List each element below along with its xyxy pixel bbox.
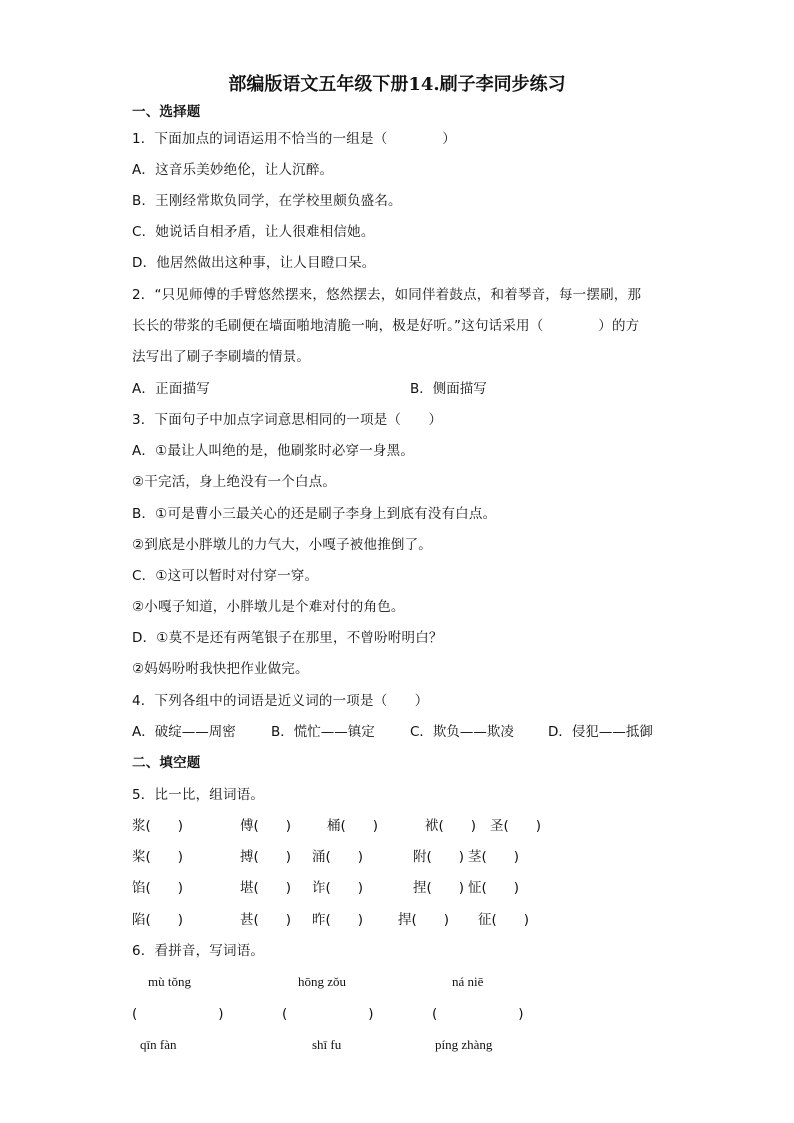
question-3-stem: 3．下面句子中加点字词意思相同的一项是（ ） [132, 412, 443, 428]
question-3-option-b-1: B．①可是曹小三最关心的还是刷子李身上到底有没有白点。 [132, 506, 497, 522]
word-cell: 捏( ) [413, 880, 465, 896]
word-cell: 昨( ) [312, 912, 364, 928]
pinyin-label: mù tǒng [148, 974, 191, 989]
word-cell: 圣( ) [490, 818, 542, 834]
question-3-option-b-2: ②到底是小胖墩儿的力气大，小嘎子被他推倒了。 [132, 537, 433, 553]
question-4-option-b: B．慌忙——镇定 [271, 724, 375, 740]
section-heading-fill: 二、填空题 [132, 755, 201, 771]
answer-bracket: ( ) [132, 1006, 224, 1022]
question-3-option-d-1: D．①莫不是还有两笔银子在那里，不曾吩咐明白？ [132, 630, 443, 646]
pinyin-label: shī fu [312, 1037, 342, 1052]
question-3-option-c-2: ②小嘎子知道，小胖墩儿是个难对付的角色。 [132, 599, 405, 615]
word-cell: 堪( ) [240, 880, 292, 896]
question-3-option-c-1: C．①这可以暂时对付穿一穿。 [132, 568, 319, 584]
question-2-option-b: B．侧面描写 [410, 381, 487, 397]
word-cell: 征( ) [478, 912, 530, 928]
question-2-line-2: 长长的带浆的毛刷便在墙面啪地清脆一响，极是好听。”这句话采用（ ）的方 [132, 318, 640, 334]
word-cell: 捍( ) [398, 912, 450, 928]
word-cell: 茎( ) [468, 849, 520, 865]
question-2-line-3: 法写出了刷子李刷墙的情景。 [132, 349, 311, 365]
word-cell: 傅( ) [240, 818, 292, 834]
question-4-option-c: C．欺负——欺凌 [410, 724, 514, 740]
word-cell: 涌( ) [312, 849, 364, 865]
question-1-option-b: B．王刚经常欺负同学，在学校里颇负盛名。 [132, 193, 402, 209]
word-cell: 浆( ) [132, 818, 184, 834]
question-1-stem: 1．下面加点的词语运用不恰当的一组是（ ） [132, 131, 456, 147]
word-cell: 袱( ) [425, 818, 477, 834]
word-cell: 怔( ) [468, 880, 520, 896]
question-1-option-a: A．这音乐美妙绝伦，让人沉醉。 [132, 162, 334, 178]
question-6-stem: 6．看拼音，写词语。 [132, 943, 265, 959]
page-title: 部编版语文五年级下册14.刷子李同步练习 [228, 74, 566, 95]
question-3-option-a-2: ②干完活，身上绝没有一个白点。 [132, 474, 337, 490]
word-cell: 附( ) [413, 849, 465, 865]
question-2-option-a: A．正面描写 [132, 381, 210, 397]
question-4-option-a: A．破绽——周密 [132, 724, 236, 740]
answer-bracket: ( ) [282, 1006, 374, 1022]
word-cell: 陷( ) [132, 912, 184, 928]
question-1-option-d: D．他居然做出这种事，让人目瞪口呆。 [132, 255, 376, 271]
word-cell: 搏( ) [240, 849, 292, 865]
answer-bracket: ( ) [432, 1006, 524, 1022]
question-1-option-c: C．她说话自相矛盾，让人很难相信她。 [132, 224, 375, 240]
word-cell: 桶( ) [327, 818, 379, 834]
pinyin-label: ná niē [452, 974, 484, 989]
pinyin-label: hōng zǒu [298, 974, 347, 989]
pinyin-label: píng zhàng [435, 1037, 493, 1052]
question-5-stem: 5．比一比，组词语。 [132, 787, 265, 803]
question-3-option-d-2: ②妈妈吩咐我快把作业做完。 [132, 661, 309, 677]
question-4-option-d: D．侵犯——抵御 [548, 724, 653, 740]
word-cell: 甚( ) [240, 912, 292, 928]
question-2-line-1: 2．“只见师傅的手臂悠然摆来，悠然摆去，如同伴着鼓点，和着琴音，每一摆刷，那 [132, 287, 642, 303]
word-cell: 馅( ) [132, 880, 184, 896]
question-3-option-a-1: A．①最让人叫绝的是，他刷浆时必穿一身黑。 [132, 443, 415, 459]
question-4-stem: 4．下列各组中的词语是近义词的一项是（ ） [132, 693, 429, 709]
word-cell: 诈( ) [312, 880, 364, 896]
pinyin-label: qīn fàn [140, 1037, 177, 1052]
word-cell: 桨( ) [132, 849, 184, 865]
section-heading-choice: 一、选择题 [132, 104, 201, 120]
